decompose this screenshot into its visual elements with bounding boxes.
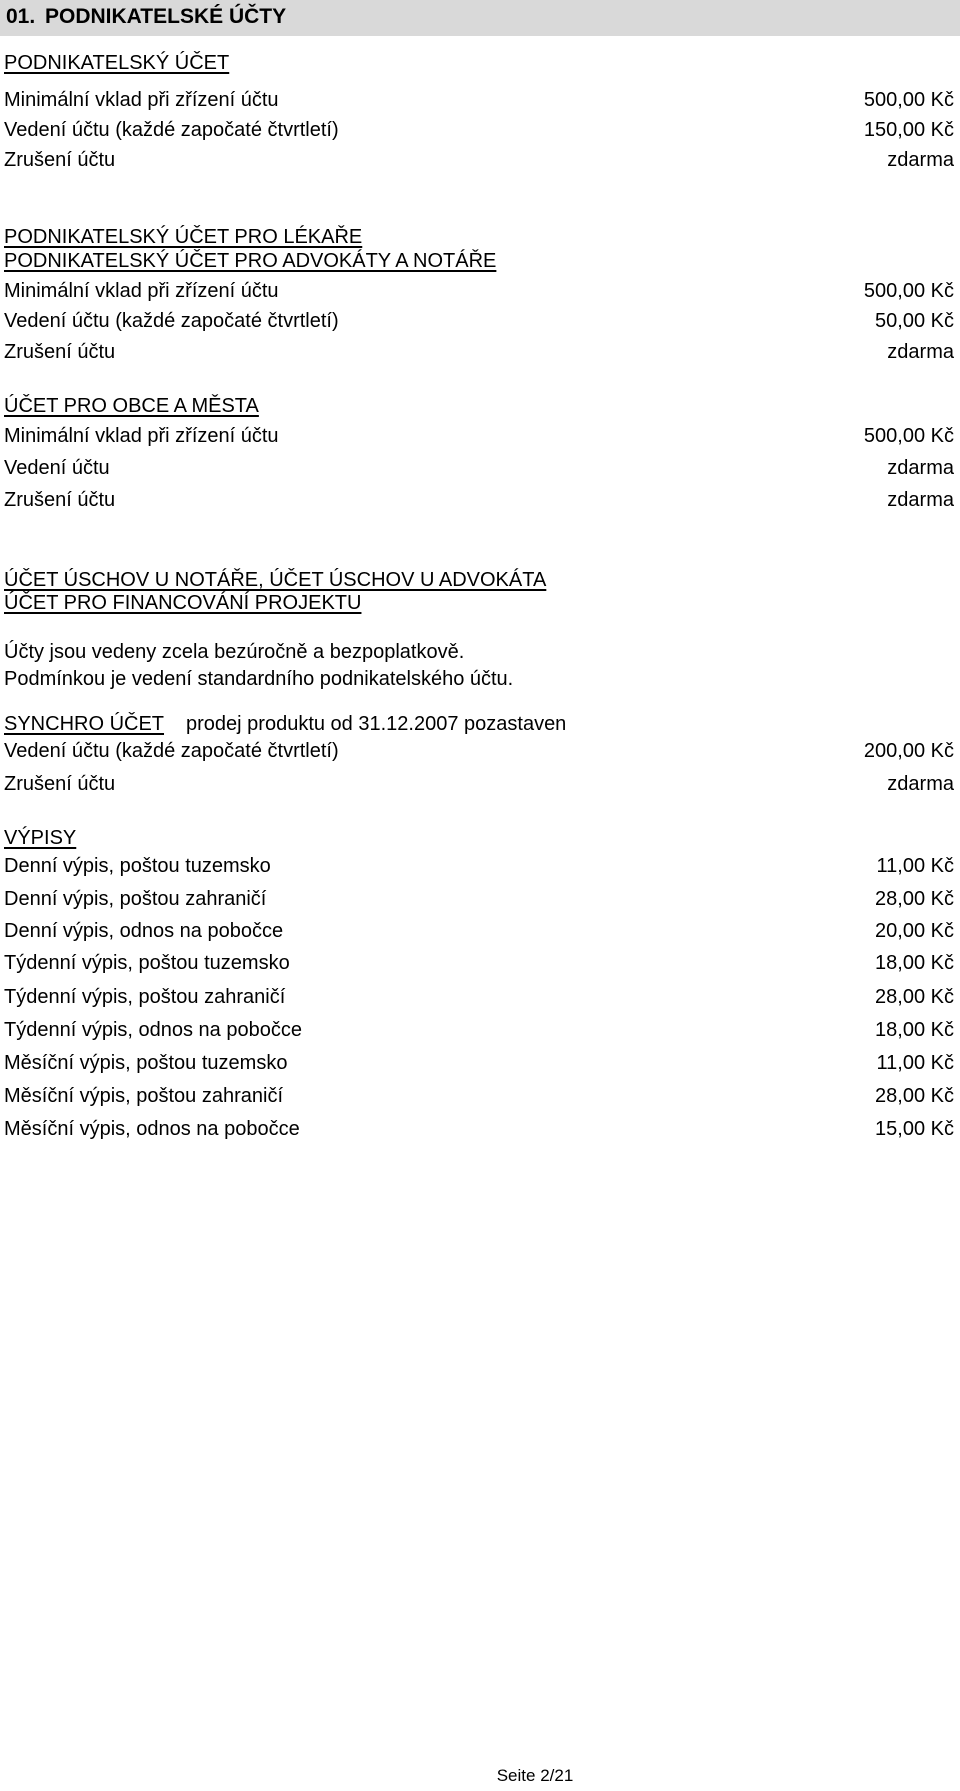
fee-row: Zrušení účtu zdarma	[4, 489, 954, 511]
section-heading-municipalities: ÚČET PRO OBCE A MĚSTA	[4, 395, 259, 417]
fee-row: Minimální vklad při zřízení účtu 500,00 Kč	[4, 425, 954, 447]
fee-row: Týdenní výpis, odnos na pobočce 18,00 Kč	[4, 1019, 954, 1041]
fee-row: Vedení účtu (každé započaté čtvrtletí) 200,00 Kč	[4, 740, 954, 762]
info-text: Účty jsou vedeny zcela bezúročně a bezpoplatkově.	[4, 641, 465, 663]
fee-row: Měsíční výpis, odnos na pobočce 15,00 Kč	[4, 1118, 954, 1140]
fee-row: Vedení účtu (každé započaté čtvrtletí) 150,00 Kč	[4, 119, 954, 141]
fee-row: Vedení účtu (každé započaté čtvrtletí) 50,00 Kč	[4, 310, 954, 332]
page-number: Seite 2/21	[496, 1766, 574, 1785]
synchro-title: SYNCHRO ÚČET	[4, 713, 165, 735]
chapter-header	[0, 0, 960, 36]
section-heading-project-financing: ÚČET PRO FINANCOVÁNÍ PROJEKTU	[4, 592, 362, 614]
fee-row: Měsíční výpis, poštou tuzemsko 11,00 Kč	[4, 1052, 954, 1074]
fee-row: Zrušení účtu zdarma	[4, 149, 954, 171]
section-heading-statements: VÝPISY	[4, 827, 77, 849]
fee-row: Minimální vklad při zřízení účtu 500,00 Kč	[4, 280, 954, 302]
fee-row: Zrušení účtu zdarma	[4, 773, 954, 795]
synchro-note: prodej produktu od 31.12.2007 pozastaven	[186, 713, 567, 735]
fee-row: Denní výpis, odnos na pobočce 20,00 Kč	[4, 920, 954, 942]
fee-row: Týdenní výpis, poštou tuzemsko 18,00 Kč	[4, 952, 954, 974]
section-heading-synchro	[4, 711, 954, 737]
chapter-number: 01.	[6, 5, 36, 28]
fee-row: Denní výpis, poštou zahraničí 28,00 Kč	[4, 888, 954, 910]
fee-row: Minimální vklad při zřízení účtu 500,00 Kč	[4, 89, 954, 111]
fee-row: Vedení účtu zdarma	[4, 457, 954, 479]
section-heading-escrow: ÚČET ÚSCHOV U NOTÁŘE, ÚČET ÚSCHOV U ADVOKÁTA	[4, 569, 547, 591]
section-heading-doctors: PODNIKATELSKÝ ÚČET PRO LÉKAŘE	[4, 226, 363, 248]
fee-row: Denní výpis, poštou tuzemsko 11,00 Kč	[4, 855, 954, 877]
fee-row: Týdenní výpis, poštou zahraničí 28,00 Kč	[4, 986, 954, 1008]
section-heading-lawyers-notaries: PODNIKATELSKÝ ÚČET PRO ADVOKÁTY A NOTÁŘE	[4, 250, 497, 272]
chapter-title: PODNIKATELSKÉ ÚČTY	[45, 5, 287, 28]
section-heading-business-account: PODNIKATELSKÝ ÚČET	[4, 52, 230, 74]
fee-row: Měsíční výpis, poštou zahraničí 28,00 Kč	[4, 1085, 954, 1107]
fee-row: Zrušení účtu zdarma	[4, 341, 954, 363]
info-text: Podmínkou je vedení standardního podnikatelského účtu.	[4, 668, 514, 690]
